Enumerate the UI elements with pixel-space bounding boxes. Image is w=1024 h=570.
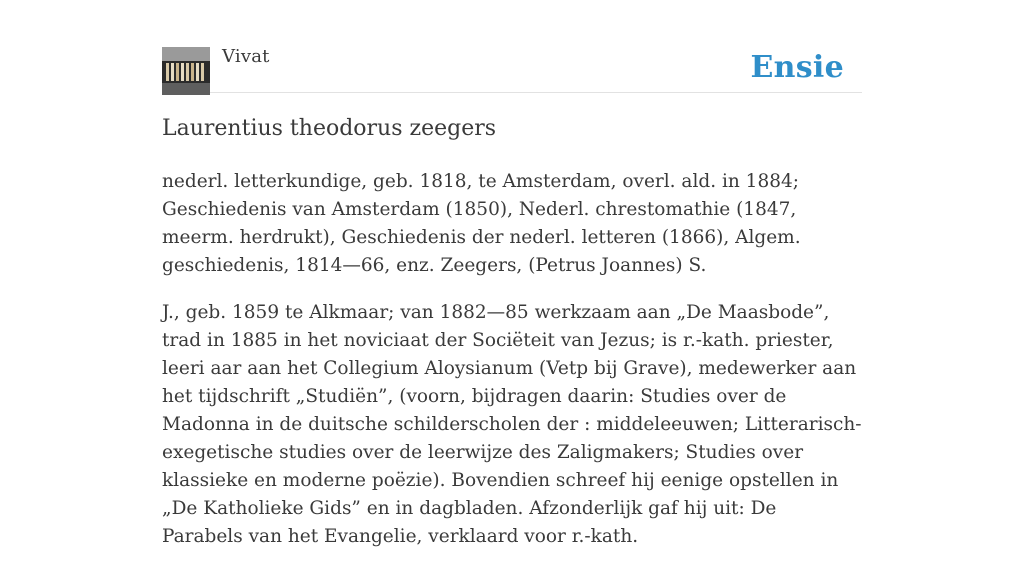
book-spines-avatar-icon[interactable] <box>162 47 210 95</box>
paragraph: nederl. letterkundige, geb. 1818, te Amsterdam, overl. ald. in 1884; Geschiedenis van Amsterdam (1850), Nederl. chrestomathie (1847, meerm. herdrukt), Geschiedenis der nederl. letteren (1866), Algem. geschiedenis, 1814—66, enz. Zeegers, (Petrus Joannes) S. <box>162 171 801 276</box>
author-name[interactable]: Vivat <box>222 46 270 67</box>
paragraph: J., geb. 1859 te Alkmaar; van 1882—85 werkzaam aan „De Maasbode”, trad in 1885 in het noviciaat der Sociëteit van Jezus; is r.-kath. priester, leeri aar aan het Collegium Aloysianum (Vetp bij Grave), medewerker aan het tijdschrift „Studiën”, (voorn, bijdragen daarin: Studies over de Madonna in de duitsche schilderscholen der : middeleeuwen; Litterarisch-exegetische studies over de leerwijze des Zaligmakers; Studies over klassieke en moderne poëzie). Bovendien schreef hij eenige opstellen in „De Katholieke Gids” en in dagbladen. Afzonderlijk gaf hij uit: De Parabels van het Evangelie, verklaard voor r.-kath. <box>162 302 862 547</box>
article-body <box>162 168 862 570</box>
article-title: Laurentius theodorus zeegers <box>162 116 497 141</box>
page-container <box>162 0 862 547</box>
brand-logo[interactable]: Ensie <box>750 50 844 85</box>
header <box>162 0 862 93</box>
